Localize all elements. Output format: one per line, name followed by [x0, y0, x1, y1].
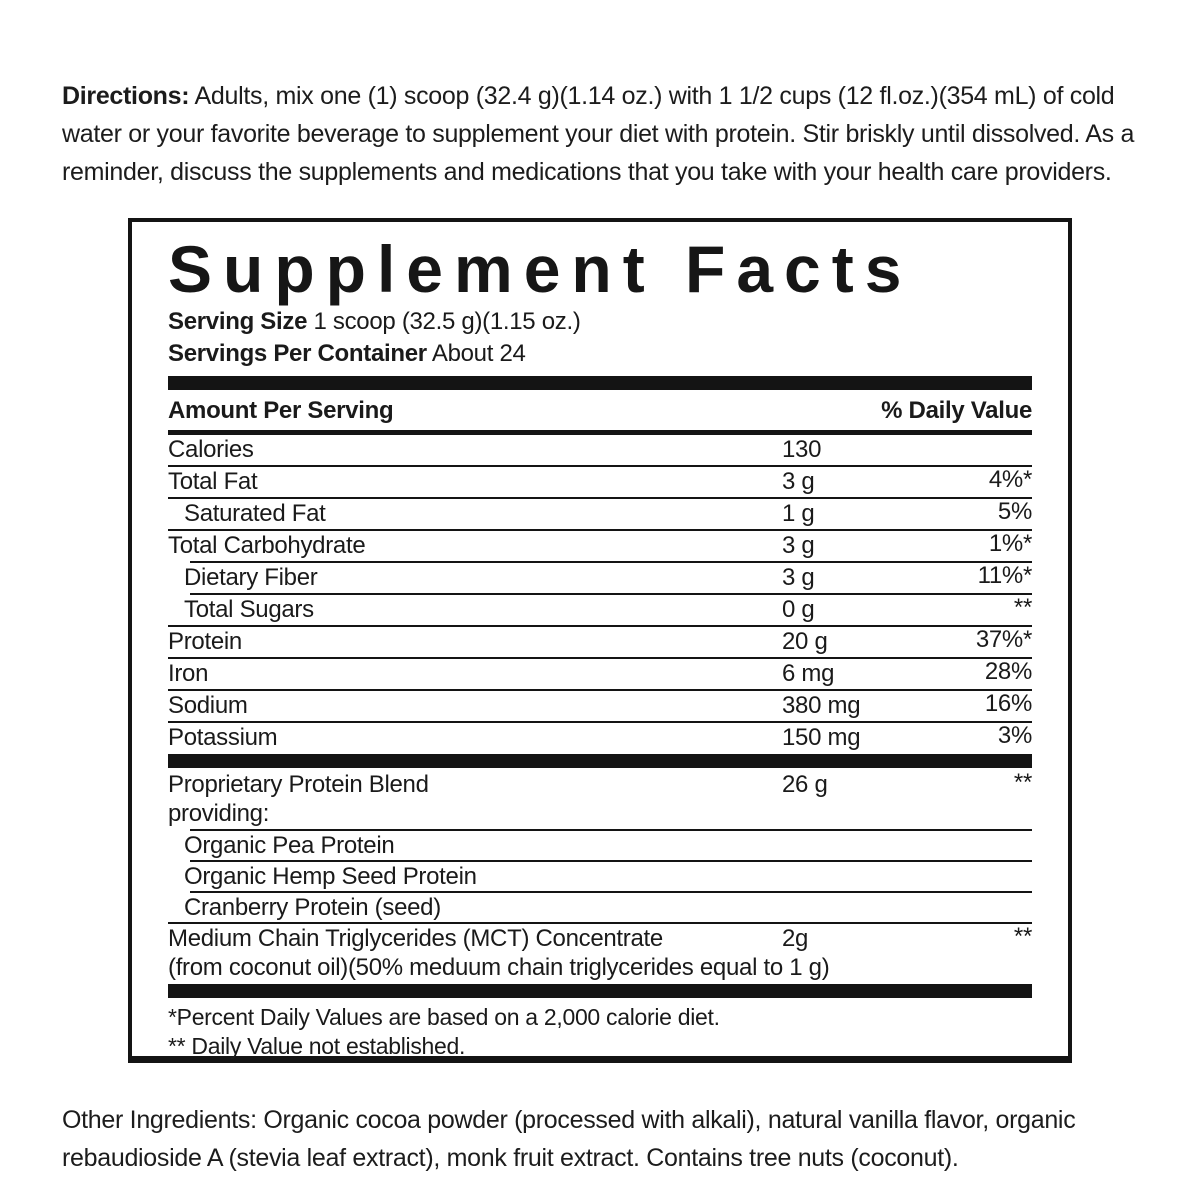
row-label: Dietary Fiber	[184, 564, 318, 591]
row-daily-value: 11%*	[977, 562, 1032, 589]
row-label: Protein	[168, 628, 242, 655]
row-label: Saturated Fat	[184, 500, 326, 527]
row-daily-value: **	[1013, 923, 1032, 950]
table-row-iron	[168, 659, 1032, 689]
directions-text: Adults, mix one (1) scoop (32.4 g)(1.14 oz.) with 1 1/2 cups (12 fl.oz.)(354 mL) of cold water or your favorite beverage to supplement your diet with protein. Stir briskly until dissolved. As a reminder, discuss the supplements and medications that you take with your health care providers.	[62, 82, 1135, 186]
table-row-calories	[168, 435, 1032, 465]
serving-size-line	[168, 306, 1032, 338]
footnotes	[168, 1003, 1032, 1061]
row-label: Proprietary Protein Blend	[168, 771, 429, 798]
divider-bar	[168, 754, 1032, 768]
directions-label: Directions:	[62, 82, 190, 110]
row-amount: 2g	[782, 925, 809, 952]
row-amount: 3 g	[782, 532, 815, 559]
row-label: Total Sugars	[184, 596, 314, 623]
table-row-dietary-fiber	[168, 563, 1032, 593]
column-header-daily-value: % Daily Value	[881, 397, 1032, 424]
footnote-percent-daily-values: *Percent Daily Values are based on a 2,000 calorie diet.	[168, 1004, 720, 1030]
row-daily-value: **	[1013, 594, 1032, 621]
row-amount: 26 g	[782, 771, 828, 798]
table-row-total-sugars	[168, 595, 1032, 625]
table-row-cranberry-protein-seed	[168, 893, 1032, 922]
divider-bar	[168, 376, 1032, 390]
row-amount: 150 mg	[782, 724, 861, 751]
row-amount: 130	[782, 436, 822, 463]
column-header-amount-per-serving: Amount Per Serving	[168, 397, 394, 424]
table-row-protein	[168, 627, 1032, 657]
table-header-row	[168, 390, 1032, 435]
row-amount: 0 g	[782, 596, 815, 623]
footnote-daily-value-not-established: ** Daily Value not established.	[168, 1033, 466, 1059]
row-amount: 20 g	[782, 628, 828, 655]
row-amount: 1 g	[782, 500, 815, 527]
table-row-mct-concentrate	[168, 924, 1032, 953]
servings-per-container-label: Servings Per Container	[168, 340, 427, 367]
mct-description: (from coconut oil)(50% meduum chain triglycerides equal to 1 g)	[168, 954, 830, 981]
table-row-total-fat	[168, 467, 1032, 497]
row-amount: 3 g	[782, 468, 815, 495]
supplement-facts-box	[128, 218, 1072, 1063]
blend-providing-label: providing:	[168, 800, 270, 827]
row-label: Potassium	[168, 724, 278, 751]
row-daily-value: 3%	[997, 722, 1032, 749]
row-daily-value: 28%	[984, 658, 1032, 685]
serving-size-value: 1 scoop (32.5 g)(1.15 oz.)	[307, 308, 581, 335]
table-row-proprietary-protein-blend	[168, 770, 1032, 799]
row-daily-value: 4%*	[988, 466, 1032, 493]
row-amount: 380 mg	[782, 692, 861, 719]
row-label: Organic Hemp Seed Protein	[184, 863, 477, 890]
row-label: Calories	[168, 436, 254, 463]
directions-paragraph	[62, 77, 1152, 191]
servings-per-container-line	[168, 338, 1032, 370]
row-daily-value: 5%	[997, 498, 1032, 525]
servings-per-container-value: About 24	[426, 340, 526, 367]
row-daily-value: 16%	[984, 690, 1032, 717]
supplement-facts-title: Supplement Facts	[168, 232, 913, 306]
table-row-organic-hemp-seed-protein	[168, 862, 1032, 891]
row-label: Total Carbohydrate	[168, 532, 366, 559]
table-row-potassium	[168, 723, 1032, 753]
table-row-sodium	[168, 691, 1032, 721]
row-daily-value: **	[1013, 769, 1032, 796]
row-daily-value: 1%*	[988, 530, 1032, 557]
divider-bar	[168, 984, 1032, 998]
serving-size-label: Serving Size	[168, 308, 308, 335]
row-daily-value: 37%*	[975, 626, 1032, 653]
row-amount: 6 mg	[782, 660, 835, 687]
row-label: Medium Chain Triglycerides (MCT) Concentrate	[168, 925, 663, 952]
row-label: Sodium	[168, 692, 248, 719]
table-row-total-carbohydrate	[168, 531, 1032, 561]
table-row-organic-pea-protein	[168, 831, 1032, 860]
row-label: Iron	[168, 660, 209, 687]
row-amount: 3 g	[782, 564, 815, 591]
row-label: Organic Pea Protein	[184, 832, 395, 859]
table-row-saturated-fat	[168, 499, 1032, 529]
other-ingredients-paragraph: Other Ingredients: Organic cocoa powder (processed with alkali), natural vanilla flavor, organic rebaudioside A (stevia leaf extract), monk fruit extract. Contains tree nuts (coconut).	[62, 1106, 1076, 1172]
row-label: Cranberry Protein (seed)	[184, 894, 441, 921]
row-label: Total Fat	[168, 468, 258, 495]
